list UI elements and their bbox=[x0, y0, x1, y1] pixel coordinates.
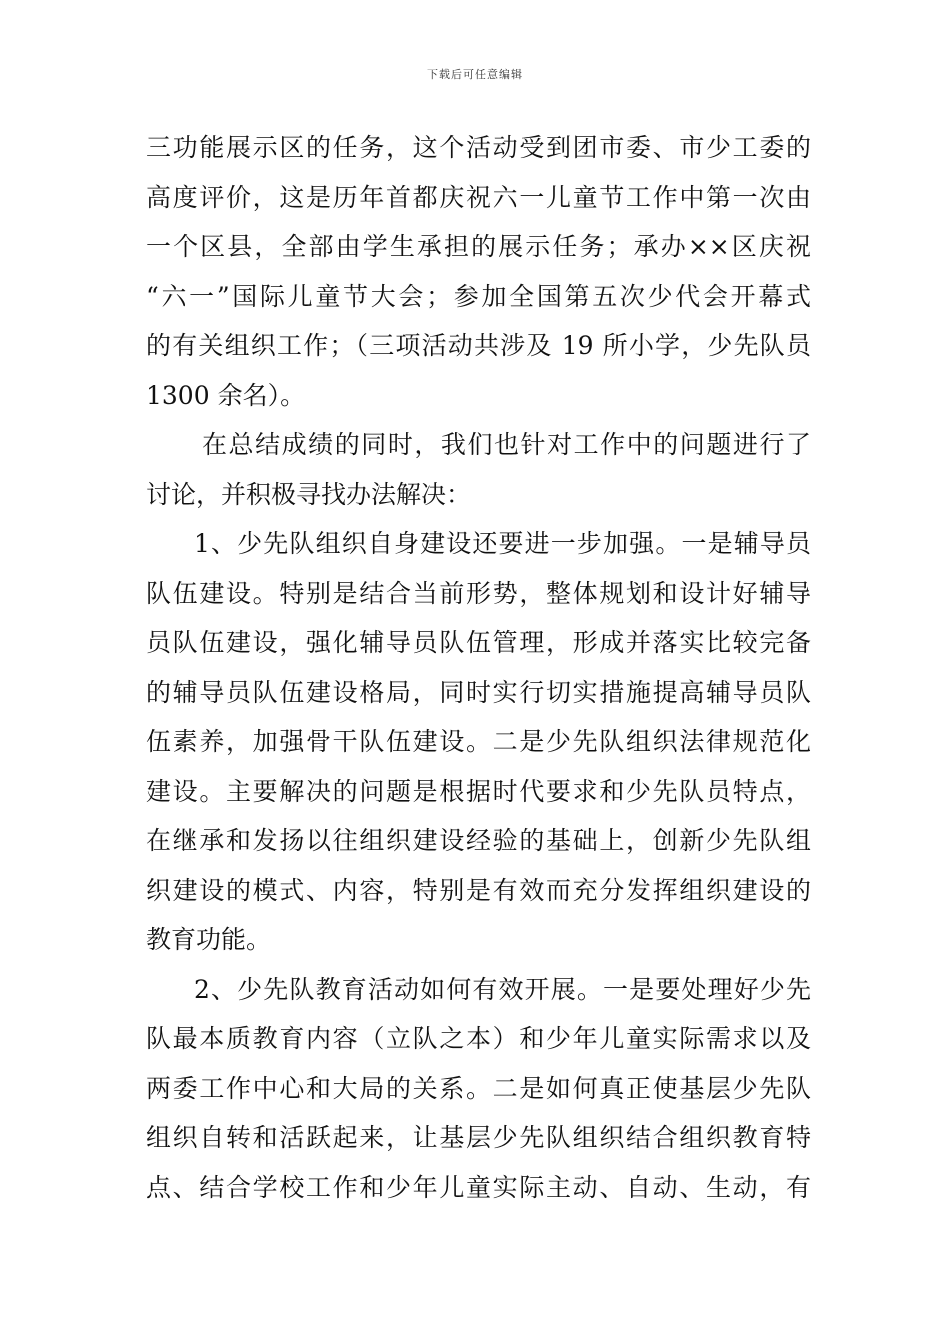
text-line: 在总结成绩的同时，我们也针对工作中的问题进行了 bbox=[202, 430, 811, 459]
text-line: 高度评价，这是历年首都庆祝六一儿童节工作中第一次由 bbox=[146, 182, 811, 212]
text-line: 队伍建设。特别是结合当前形势，整体规划和设计好辅导 bbox=[146, 578, 811, 608]
text-line: “六一”国际儿童节大会；参加全国第五次少代会开幕式 bbox=[146, 281, 811, 311]
text-line: 点、结合学校工作和少年儿童实际主动、自动、生动，有 bbox=[146, 1172, 811, 1202]
document-body bbox=[146, 123, 811, 1212]
text-line: 在继承和发扬以往组织建设经验的基础上，创新少先队组 bbox=[146, 826, 811, 855]
text-line: 1、少先队组织自身建设还要进一步加强。一是辅导员 bbox=[194, 529, 811, 558]
text-line: 三功能展示区的任务，这个活动受到团市委、市少工委的 bbox=[146, 133, 811, 162]
text-line: 1300 余名）。 bbox=[146, 380, 306, 410]
text-line: 组织自转和活跃起来，让基层少先队组织结合组织教育特 bbox=[146, 1123, 811, 1152]
text-line: 队最本质教育内容（立队之本）和少年儿童实际需求以及 bbox=[146, 1024, 811, 1053]
text-line: 教育功能。 bbox=[146, 925, 272, 954]
text-line: 建设。主要解决的问题是根据时代要求和少先队员特点， bbox=[146, 776, 811, 806]
text-line: 织建设的模式、内容，特别是有效而充分发挥组织建设的 bbox=[146, 875, 811, 905]
text-line: 伍素养，加强骨干队伍建设。二是少先队组织法律规范化 bbox=[146, 727, 811, 756]
text-line: 的辅导员队伍建设格局，同时实行切实措施提高辅导员队 bbox=[146, 677, 811, 707]
page-header: 下载后可任意编辑 bbox=[427, 68, 523, 81]
text-line: 讨论，并积极寻找办法解决： bbox=[146, 479, 472, 509]
text-line: 2、少先队教育活动如何有效开展。一是要处理好少先 bbox=[194, 974, 811, 1004]
text-line: 两委工作中心和大局的关系。二是如何真正使基层少先队 bbox=[146, 1073, 811, 1103]
text-line: 一个区县，全部由学生承担的展示任务；承办××区庆祝 bbox=[146, 232, 811, 261]
text-line: 员队伍建设，强化辅导员队伍管理，形成并落实比较完备 bbox=[146, 628, 811, 657]
text-line: 的有关组织工作；（三项活动共涉及 19 所小学，少先队员 bbox=[146, 331, 811, 360]
